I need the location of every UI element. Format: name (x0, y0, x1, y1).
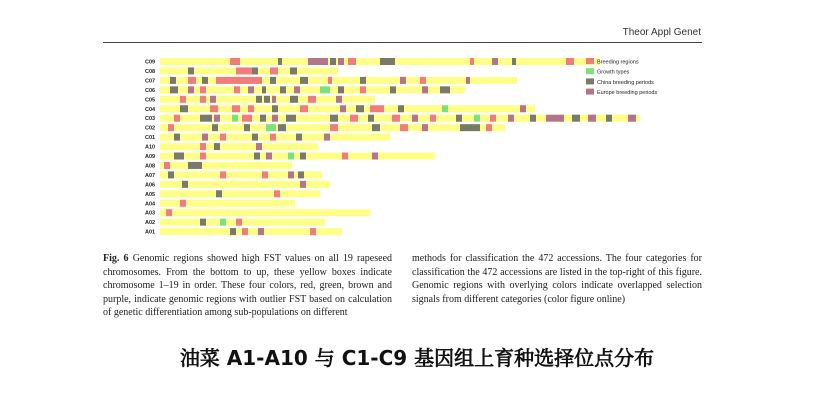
footer-title: 油菜 A1-A10 与 C1-C9 基因组上育种选择位点分布 (179, 346, 655, 370)
selection-region (188, 86, 194, 93)
selection-region (170, 77, 176, 84)
chromosome-label: A10 (145, 144, 156, 151)
selection-region (266, 124, 276, 131)
selection-region (492, 58, 498, 65)
selection-region (188, 162, 202, 169)
selection-region (308, 96, 316, 103)
legend-label: Growth types (597, 69, 630, 76)
selection-region (470, 58, 474, 65)
selection-region (368, 115, 374, 122)
legend-swatch (586, 78, 594, 84)
selection-region (180, 200, 186, 207)
chromosome-label: C06 (145, 87, 156, 94)
selection-region (200, 115, 212, 122)
selection-region (256, 96, 262, 103)
chromosome-bar (160, 143, 318, 150)
selection-region (232, 115, 238, 122)
selection-region (272, 96, 276, 103)
selection-region (242, 228, 248, 235)
selection-region (330, 124, 338, 131)
selection-region (202, 134, 208, 141)
selection-region (230, 228, 236, 235)
selection-region (270, 77, 276, 84)
selection-region (572, 115, 580, 122)
selection-region (168, 124, 174, 131)
selection-region (174, 153, 184, 160)
chromosome-label: C02 (145, 125, 156, 132)
selection-region (294, 86, 300, 93)
chromosome-label: A07 (145, 172, 156, 179)
legend-swatch (586, 68, 594, 74)
chromosome-bar (160, 209, 370, 216)
chromosome-label: A01 (145, 229, 156, 236)
selection-region (254, 153, 260, 160)
selection-region (200, 96, 206, 103)
selection-region (214, 115, 220, 122)
selection-region (308, 58, 328, 65)
selection-region (566, 58, 574, 65)
selection-region (588, 115, 596, 122)
chromosome-label: A02 (145, 220, 156, 227)
chromosome-bar (160, 190, 320, 197)
selection-region (328, 77, 332, 84)
selection-region (174, 134, 180, 141)
selection-region (420, 77, 426, 84)
selection-region (202, 77, 208, 84)
selection-region (390, 86, 396, 93)
selection-region (440, 86, 450, 93)
selection-region (234, 86, 240, 93)
selection-region (252, 134, 258, 141)
caption-label: Fig. 6 (103, 253, 129, 264)
selection-region (310, 228, 316, 235)
selection-region (174, 115, 180, 122)
selection-region (278, 124, 286, 131)
legend-label: China breeding periods (597, 79, 654, 86)
legend-swatch (586, 89, 594, 95)
selection-region (324, 134, 330, 141)
selection-region (338, 86, 344, 93)
selection-region (298, 171, 304, 178)
selection-region (320, 86, 330, 93)
selection-region (164, 162, 170, 169)
selection-region (244, 124, 250, 131)
legend-label: Breeding regions (597, 59, 639, 66)
caption-left (103, 252, 392, 320)
selection-region (262, 86, 266, 93)
selection-region (200, 143, 206, 150)
selection-region (508, 115, 514, 122)
selection-region (248, 105, 254, 112)
selection-region (530, 115, 536, 122)
chromosome-label: A05 (145, 191, 156, 198)
selection-region (330, 58, 336, 65)
selection-region (264, 96, 270, 103)
selection-region (216, 77, 262, 84)
selection-region (356, 105, 364, 112)
selection-region (330, 115, 338, 122)
selection-region (372, 124, 380, 131)
caption-left-text: Genomic regions showed high FST values on all 19 rapeseed chromosomes. From the bottom to up, these yellow boxes indicate chromosome 1–19 in order. These four colors, red, green, brown and purple, indicate genomic regions with outlier FST based on calculation of genetic differentiation among sub-populations on different (103, 253, 393, 319)
chromosome-label: A04 (145, 201, 156, 208)
selection-region (360, 86, 366, 93)
selection-region (182, 181, 188, 188)
selection-region (628, 115, 636, 122)
selection-region (372, 153, 378, 160)
journal-name: Theor Appl Genet (622, 27, 701, 38)
chromosome-label: A06 (145, 182, 156, 189)
caption-right (412, 252, 702, 306)
legend-label: Europe breeding periods (597, 90, 658, 97)
selection-region (236, 67, 252, 74)
selection-region (180, 96, 186, 103)
selection-region (170, 86, 178, 93)
chromosome-label: C09 (145, 59, 156, 66)
selection-region (290, 67, 297, 74)
selection-region (280, 86, 286, 93)
selection-region (474, 115, 480, 122)
selection-region (258, 228, 264, 235)
selection-region (216, 190, 222, 197)
selection-region (270, 67, 278, 74)
selection-region (606, 115, 612, 122)
selection-region (546, 115, 564, 122)
selection-region (412, 115, 418, 122)
selection-region (200, 86, 206, 93)
selection-region (300, 181, 306, 188)
selection-region (212, 124, 218, 131)
selection-region (168, 171, 174, 178)
chromosome-label: C05 (145, 97, 156, 104)
selection-region (272, 105, 278, 112)
chromosome-bar (160, 77, 517, 84)
selection-region (210, 105, 218, 112)
selection-region (300, 105, 308, 112)
chromosome-bar (160, 171, 322, 178)
selection-region (272, 115, 278, 122)
selection-region (348, 58, 356, 65)
selection-region (400, 124, 408, 131)
selection-region (278, 58, 282, 65)
selection-region (422, 86, 428, 93)
selection-region (256, 143, 262, 150)
selection-region (236, 219, 242, 226)
selection-region (230, 58, 240, 65)
selection-region (214, 143, 220, 150)
selection-region (200, 219, 206, 226)
chromosome-label: C01 (145, 135, 156, 142)
selection-region (400, 77, 406, 84)
chromosome-label: A08 (145, 163, 156, 170)
selection-region (370, 105, 384, 112)
selection-region (340, 105, 346, 112)
selection-region (220, 171, 226, 178)
selection-region (520, 105, 526, 112)
selection-region (466, 77, 470, 84)
selection-region (336, 96, 342, 103)
selection-region (300, 153, 306, 160)
selection-region (266, 153, 272, 160)
selection-region (260, 115, 266, 122)
selection-region (288, 171, 294, 178)
selection-region (360, 77, 366, 84)
chromosome-label: C04 (145, 106, 156, 113)
selection-region (422, 124, 428, 131)
selection-region (342, 153, 348, 160)
selection-region (180, 105, 188, 112)
selection-region (288, 153, 294, 160)
chromosome-label: C03 (145, 116, 156, 123)
selection-region (220, 219, 226, 226)
selection-region (220, 134, 226, 141)
selection-region (442, 105, 448, 112)
caption-right-text: methods for classification the 472 accessions. The four categories for classification the 472 accessions are listed in the top-right of this figure. Genomic regions with overlying colors indicate overlapped selection signals from different categories (color figure online) (412, 253, 702, 305)
selection-region (274, 190, 280, 197)
selection-region (456, 115, 462, 122)
chromosome-bar (160, 219, 325, 226)
selection-region (286, 115, 296, 122)
selection-region (270, 134, 276, 141)
selection-region (166, 209, 172, 216)
selection-region (430, 115, 436, 122)
selection-region (490, 115, 496, 122)
selection-region (512, 58, 516, 65)
chromosome-label: A09 (145, 154, 156, 160)
selection-region (380, 58, 395, 65)
selection-region (248, 86, 254, 93)
selection-region (188, 77, 196, 84)
selection-region (188, 67, 194, 74)
selection-region (300, 77, 308, 84)
selection-region (392, 115, 400, 122)
selection-region (350, 115, 358, 122)
selection-region (200, 153, 206, 160)
selection-region (296, 134, 302, 141)
chromosome-label: C08 (145, 68, 156, 75)
selection-region (252, 67, 258, 74)
chromosome-bar (160, 162, 292, 169)
selection-region (460, 124, 480, 131)
chromosome-label: C07 (145, 78, 156, 85)
selection-region (232, 105, 240, 112)
chromosome-label: A03 (145, 210, 156, 217)
selection-region (290, 96, 298, 103)
selection-region (242, 115, 252, 122)
legend-swatch (586, 58, 594, 64)
selection-region (210, 96, 216, 103)
selection-region (398, 105, 404, 112)
selection-region (262, 171, 268, 178)
selection-region (338, 58, 344, 65)
selection-region (486, 124, 492, 131)
